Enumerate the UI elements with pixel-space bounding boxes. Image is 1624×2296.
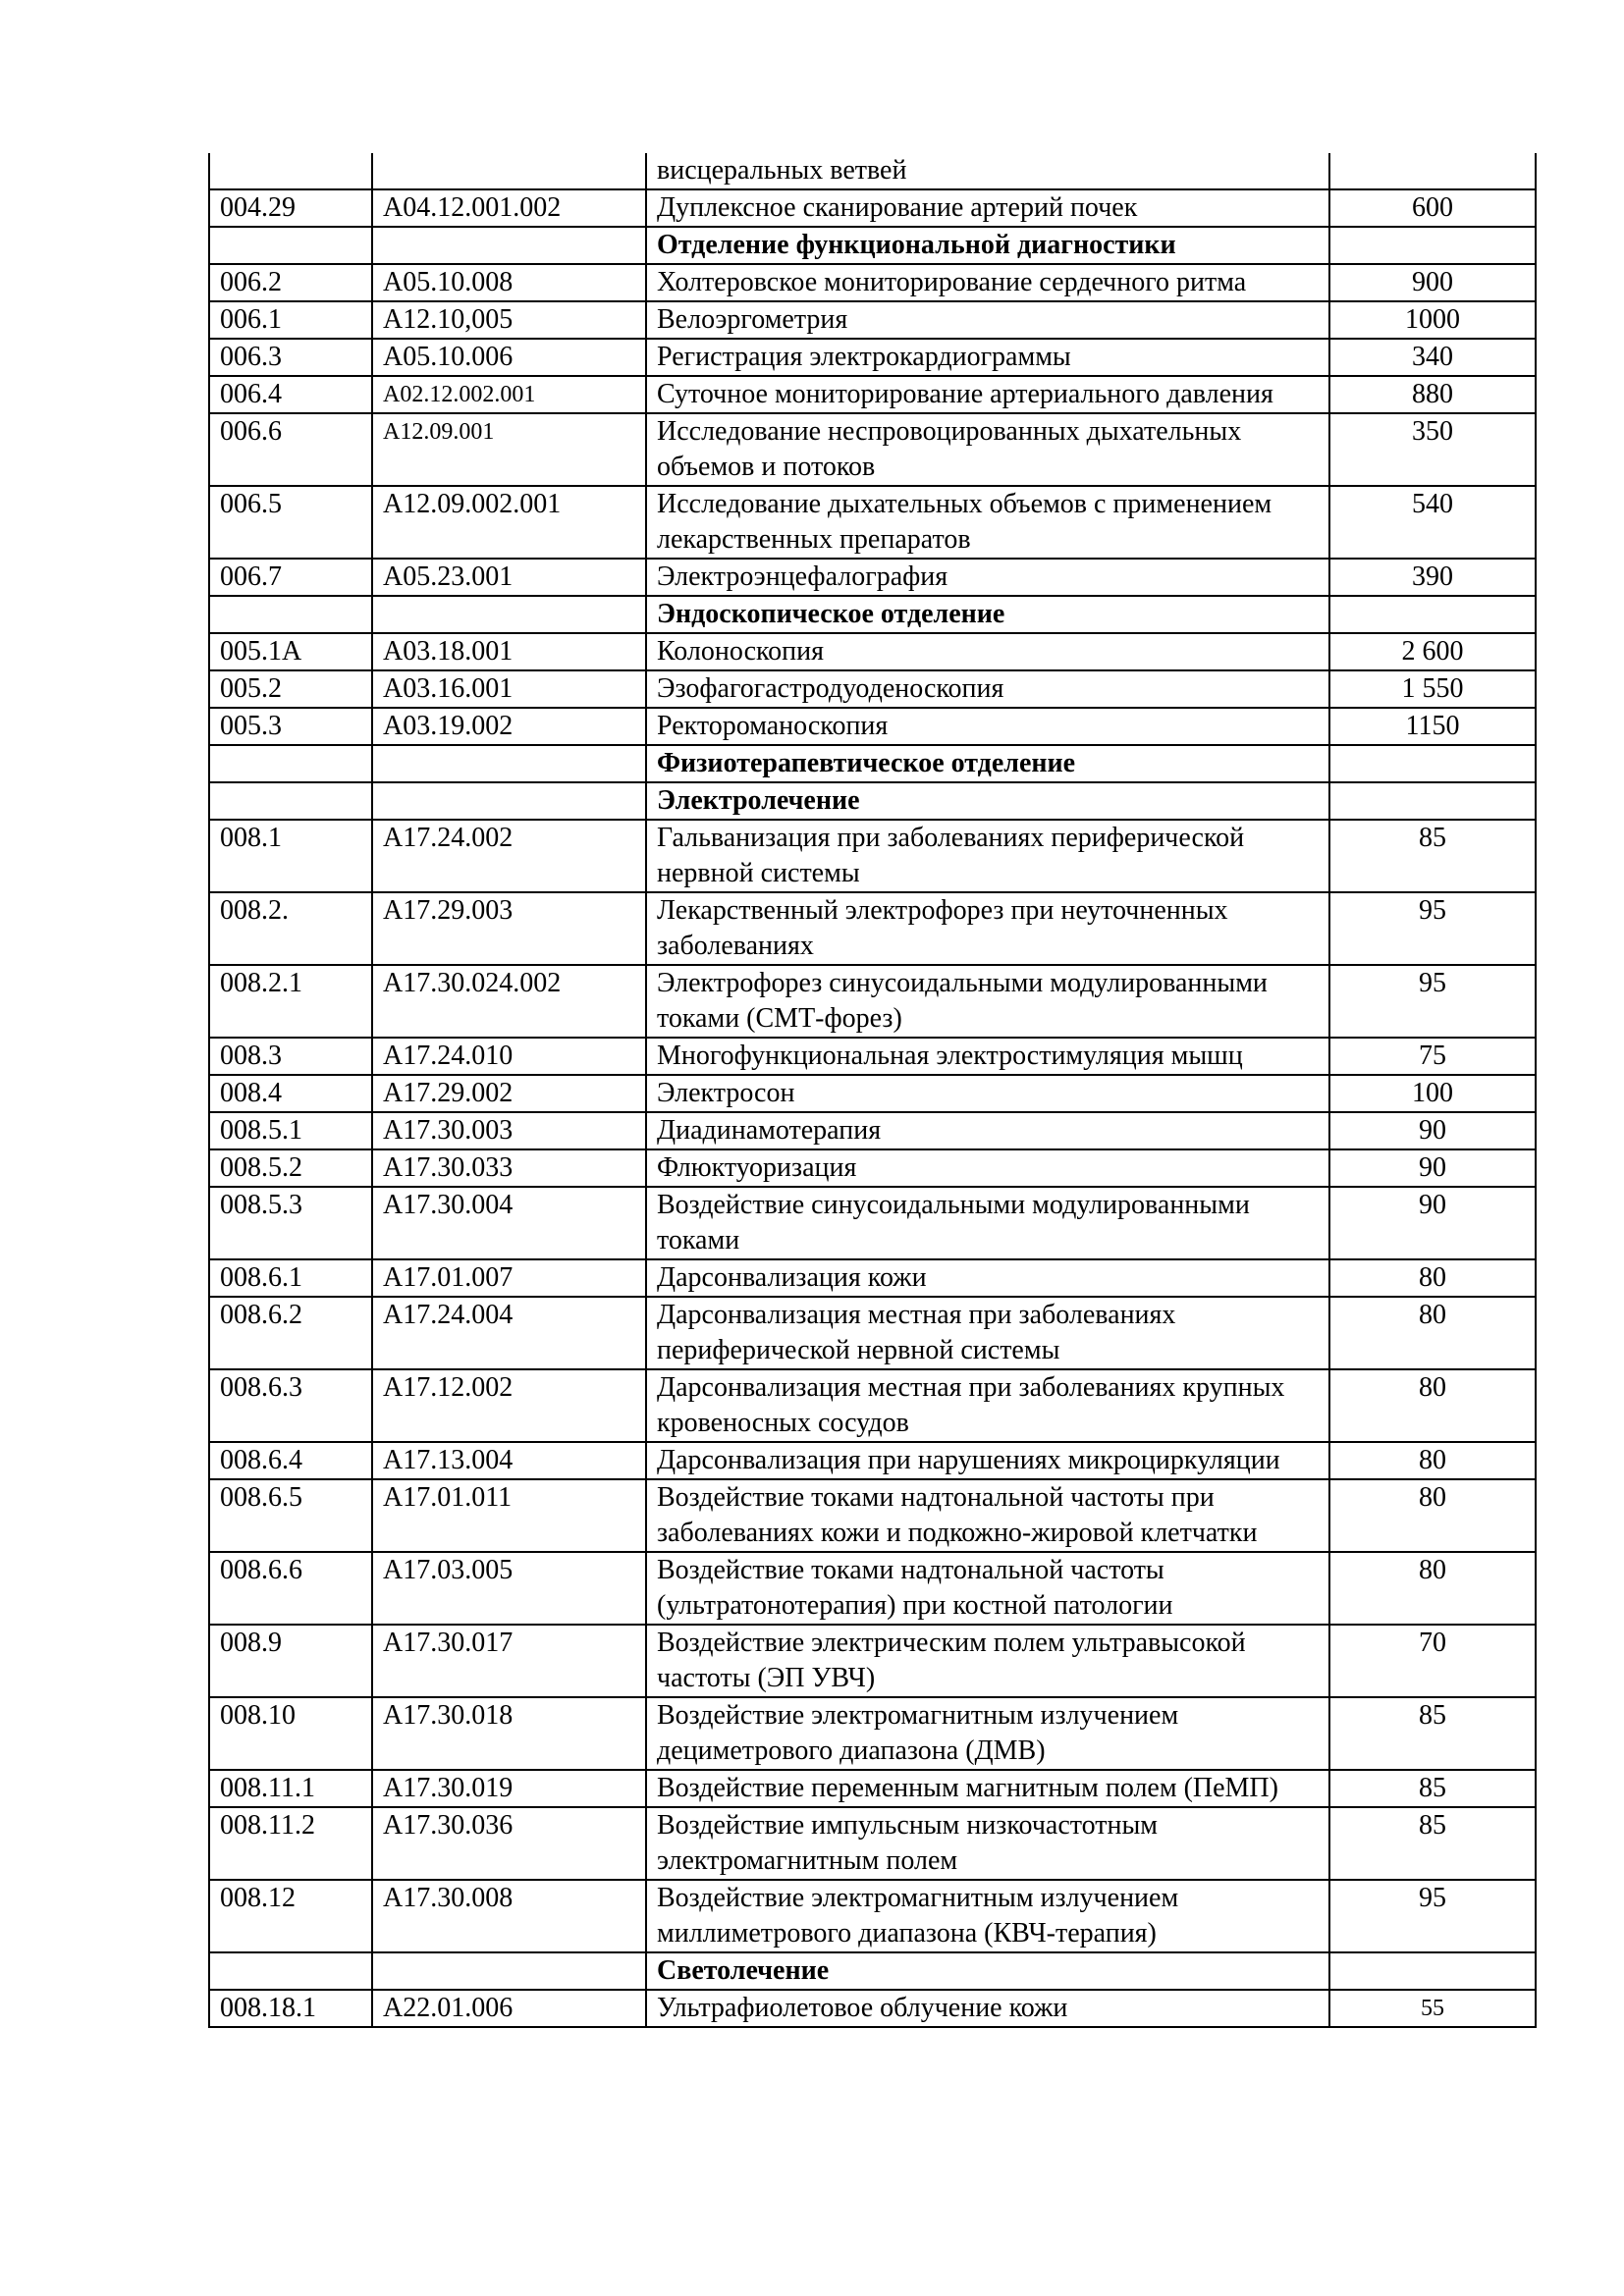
service-number-cell: 008.6.6	[209, 1552, 372, 1625]
table-row	[209, 376, 1536, 413]
service-name-cell: Воздействие токами надтональной частоты (ультратонотерапия) при костной патологии	[646, 1552, 1329, 1625]
service-name-cell: висцеральных ветвей	[646, 153, 1329, 189]
service-code-cell: A12.09.001	[372, 413, 646, 486]
service-number-cell: 006.6	[209, 413, 372, 486]
service-name-cell: Воздействие токами надтональной частоты при заболеваниях кожи и подкожно-жировой клетчатки	[646, 1479, 1329, 1552]
service-code-cell: A17.30.003	[372, 1112, 646, 1149]
service-number-cell: 006.2	[209, 264, 372, 301]
service-code-cell: A02.12.002.001	[372, 376, 646, 413]
service-name-cell: Эндоскопическое отделение	[646, 596, 1329, 633]
service-code-cell: A05.10.008	[372, 264, 646, 301]
price-cell: 600	[1329, 189, 1536, 227]
table-row	[209, 1075, 1536, 1112]
table-row	[209, 339, 1536, 376]
service-code-cell: A22.01.006	[372, 1990, 646, 2027]
service-code-cell: A17.30.017	[372, 1625, 646, 1697]
service-name-cell: Холтеровское мониторирование сердечного ритма	[646, 264, 1329, 301]
service-code-cell: A17.30.024.002	[372, 965, 646, 1038]
service-code-cell: A17.13.004	[372, 1442, 646, 1479]
service-code-cell	[372, 1952, 646, 1990]
service-number-cell: 005.3	[209, 708, 372, 745]
table-row	[209, 820, 1536, 892]
price-cell: 900	[1329, 264, 1536, 301]
service-number-cell	[209, 153, 372, 189]
table-row	[209, 264, 1536, 301]
service-code-cell: A17.24.004	[372, 1297, 646, 1369]
table-row	[209, 1442, 1536, 1479]
service-code-cell: A12.10,005	[372, 301, 646, 339]
service-name-cell: Электросон	[646, 1075, 1329, 1112]
service-number-cell: 005.1A	[209, 633, 372, 670]
section-header-row	[209, 596, 1536, 633]
service-number-cell: 008.6.3	[209, 1369, 372, 1442]
price-cell: 90	[1329, 1149, 1536, 1187]
table-row	[209, 892, 1536, 965]
service-number-cell	[209, 1952, 372, 1990]
service-number-cell: 006.7	[209, 559, 372, 596]
price-cell	[1329, 745, 1536, 782]
price-cell: 75	[1329, 1038, 1536, 1075]
section-header-row	[209, 1952, 1536, 1990]
table-row	[209, 1880, 1536, 1952]
price-cell: 85	[1329, 1697, 1536, 1770]
service-name-cell: Эзофагогастродуоденоскопия	[646, 670, 1329, 708]
service-name-cell: Исследование неспровоцированных дыхательных объемов и потоков	[646, 413, 1329, 486]
price-cell: 390	[1329, 559, 1536, 596]
service-number-cell: 008.11.1	[209, 1770, 372, 1807]
price-cell: 1 550	[1329, 670, 1536, 708]
service-name-cell: Электролечение	[646, 782, 1329, 820]
price-cell: 85	[1329, 1807, 1536, 1880]
table-row	[209, 1187, 1536, 1259]
service-name-cell: Многофункциональная электростимуляция мышц	[646, 1038, 1329, 1075]
price-cell: 85	[1329, 1770, 1536, 1807]
service-code-cell: A17.24.002	[372, 820, 646, 892]
service-code-cell: A17.24.010	[372, 1038, 646, 1075]
table-row	[209, 670, 1536, 708]
price-cell: 80	[1329, 1259, 1536, 1297]
table-row	[209, 1297, 1536, 1369]
table-row	[209, 1479, 1536, 1552]
service-number-cell	[209, 745, 372, 782]
table-row	[209, 1697, 1536, 1770]
service-number-cell: 008.6.1	[209, 1259, 372, 1297]
service-number-cell: 008.6.4	[209, 1442, 372, 1479]
price-cell: 80	[1329, 1442, 1536, 1479]
service-code-cell: A17.29.003	[372, 892, 646, 965]
service-number-cell	[209, 596, 372, 633]
service-name-cell: Светолечение	[646, 1952, 1329, 1990]
service-number-cell	[209, 782, 372, 820]
service-name-cell: Флюктуоризация	[646, 1149, 1329, 1187]
service-name-cell: Дарсонвализация при нарушениях микроциркуляции	[646, 1442, 1329, 1479]
price-cell: 95	[1329, 965, 1536, 1038]
service-number-cell: 008.18.1	[209, 1990, 372, 2027]
service-code-cell: A17.30.004	[372, 1187, 646, 1259]
service-code-cell: A03.16.001	[372, 670, 646, 708]
price-cell: 1150	[1329, 708, 1536, 745]
price-cell	[1329, 153, 1536, 189]
table-row	[209, 413, 1536, 486]
service-name-cell: Велоэргометрия	[646, 301, 1329, 339]
price-cell: 340	[1329, 339, 1536, 376]
service-code-cell: A05.10.006	[372, 339, 646, 376]
service-name-cell: Дарсонвализация местная при заболеваниях крупных кровеносных сосудов	[646, 1369, 1329, 1442]
service-number-cell: 008.3	[209, 1038, 372, 1075]
table-row	[209, 559, 1536, 596]
service-number-cell: 004.29	[209, 189, 372, 227]
table-row	[209, 633, 1536, 670]
service-code-cell: A04.12.001.002	[372, 189, 646, 227]
table-row	[209, 1625, 1536, 1697]
service-name-cell: Воздействие электромагнитным излучением миллиметрового диапазона (КВЧ-терапия)	[646, 1880, 1329, 1952]
price-cell	[1329, 1952, 1536, 1990]
service-name-cell: Воздействие переменным магнитным полем (ПеМП)	[646, 1770, 1329, 1807]
service-code-cell: A17.01.011	[372, 1479, 646, 1552]
price-cell: 70	[1329, 1625, 1536, 1697]
price-cell: 85	[1329, 820, 1536, 892]
price-cell: 90	[1329, 1112, 1536, 1149]
service-name-cell: Отделение функциональной диагностики	[646, 227, 1329, 264]
service-name-cell: Ультрафиолетовое облучение кожи	[646, 1990, 1329, 2027]
table-row	[209, 1149, 1536, 1187]
service-name-cell: Дарсонвализация местная при заболеваниях периферической нервной системы	[646, 1297, 1329, 1369]
service-name-cell: Регистрация электрокардиограммы	[646, 339, 1329, 376]
service-code-cell: A17.01.007	[372, 1259, 646, 1297]
table-row	[209, 1038, 1536, 1075]
price-cell: 80	[1329, 1552, 1536, 1625]
service-code-cell: A17.30.036	[372, 1807, 646, 1880]
table-row	[209, 1369, 1536, 1442]
table-row	[209, 1990, 1536, 2027]
price-cell	[1329, 227, 1536, 264]
section-header-row	[209, 782, 1536, 820]
service-number-cell: 008.4	[209, 1075, 372, 1112]
service-code-cell: A17.30.008	[372, 1880, 646, 1952]
service-code-cell	[372, 745, 646, 782]
service-number-cell: 008.5.2	[209, 1149, 372, 1187]
service-code-cell	[372, 596, 646, 633]
service-code-cell	[372, 782, 646, 820]
service-code-cell	[372, 227, 646, 264]
service-code-cell: A17.30.033	[372, 1149, 646, 1187]
service-code-cell: A03.19.002	[372, 708, 646, 745]
service-name-cell: Электрофорез синусоидальными модулированными токами (СМТ-форез)	[646, 965, 1329, 1038]
section-header-row	[209, 745, 1536, 782]
service-code-cell: A17.30.018	[372, 1697, 646, 1770]
service-name-cell: Суточное мониторирование артериального давления	[646, 376, 1329, 413]
price-cell: 2 600	[1329, 633, 1536, 670]
service-name-cell: Дуплексное сканирование артерий почек	[646, 189, 1329, 227]
price-cell: 350	[1329, 413, 1536, 486]
service-number-cell: 008.5.3	[209, 1187, 372, 1259]
table-row	[209, 965, 1536, 1038]
service-name-cell: Исследование дыхательных объемов с применением лекарственных препаратов	[646, 486, 1329, 559]
service-name-cell: Воздействие импульсным низкочастотным электромагнитным полем	[646, 1807, 1329, 1880]
service-number-cell: 008.2.	[209, 892, 372, 965]
service-code-cell: A12.09.002.001	[372, 486, 646, 559]
service-code-cell: A03.18.001	[372, 633, 646, 670]
table-row	[209, 189, 1536, 227]
service-name-cell: Ректороманоскопия	[646, 708, 1329, 745]
section-header-row	[209, 227, 1536, 264]
service-number-cell: 008.1	[209, 820, 372, 892]
service-name-cell: Лекарственный электрофорез при неуточненных заболеваниях	[646, 892, 1329, 965]
service-name-cell: Воздействие электрическим полем ультравысокой частоты (ЭП УВЧ)	[646, 1625, 1329, 1697]
service-name-cell: Гальванизация при заболеваниях периферической нервной системы	[646, 820, 1329, 892]
service-number-cell: 005.2	[209, 670, 372, 708]
service-name-cell: Физиотерапевтическое отделение	[646, 745, 1329, 782]
service-number-cell	[209, 227, 372, 264]
service-number-cell: 008.5.1	[209, 1112, 372, 1149]
service-name-cell: Воздействие электромагнитным излучением дециметрового диапазона (ДМВ)	[646, 1697, 1329, 1770]
price-cell: 540	[1329, 486, 1536, 559]
table-row	[209, 486, 1536, 559]
table-row	[209, 1112, 1536, 1149]
service-code-cell: A17.30.019	[372, 1770, 646, 1807]
service-name-cell: Дарсонвализация кожи	[646, 1259, 1329, 1297]
service-code-cell: A17.29.002	[372, 1075, 646, 1112]
price-cell: 880	[1329, 376, 1536, 413]
price-cell: 95	[1329, 1880, 1536, 1952]
table-row	[209, 1770, 1536, 1807]
price-list-body	[209, 153, 1536, 2027]
service-code-cell	[372, 153, 646, 189]
price-cell: 90	[1329, 1187, 1536, 1259]
service-code-cell: A17.12.002	[372, 1369, 646, 1442]
service-code-cell: A17.03.005	[372, 1552, 646, 1625]
service-number-cell: 006.4	[209, 376, 372, 413]
service-number-cell: 008.6.5	[209, 1479, 372, 1552]
price-cell: 100	[1329, 1075, 1536, 1112]
service-name-cell: Электроэнцефалография	[646, 559, 1329, 596]
price-list-table	[208, 153, 1537, 2028]
price-cell: 80	[1329, 1369, 1536, 1442]
service-number-cell: 008.6.2	[209, 1297, 372, 1369]
service-number-cell: 008.11.2	[209, 1807, 372, 1880]
service-number-cell: 006.1	[209, 301, 372, 339]
table-row	[209, 153, 1536, 189]
table-row	[209, 301, 1536, 339]
service-number-cell: 008.9	[209, 1625, 372, 1697]
service-number-cell: 006.3	[209, 339, 372, 376]
service-number-cell: 008.10	[209, 1697, 372, 1770]
price-cell: 55	[1329, 1990, 1536, 2027]
price-cell	[1329, 782, 1536, 820]
service-name-cell: Диадинамотерапия	[646, 1112, 1329, 1149]
price-cell: 1000	[1329, 301, 1536, 339]
table-row	[209, 1259, 1536, 1297]
price-cell: 80	[1329, 1479, 1536, 1552]
price-cell: 80	[1329, 1297, 1536, 1369]
price-cell: 95	[1329, 892, 1536, 965]
service-name-cell: Воздействие синусоидальными модулированными токами	[646, 1187, 1329, 1259]
table-row	[209, 1552, 1536, 1625]
table-row	[209, 708, 1536, 745]
service-code-cell: A05.23.001	[372, 559, 646, 596]
service-number-cell: 006.5	[209, 486, 372, 559]
price-cell	[1329, 596, 1536, 633]
table-row	[209, 1807, 1536, 1880]
service-name-cell: Колоноскопия	[646, 633, 1329, 670]
service-number-cell: 008.2.1	[209, 965, 372, 1038]
service-number-cell: 008.12	[209, 1880, 372, 1952]
